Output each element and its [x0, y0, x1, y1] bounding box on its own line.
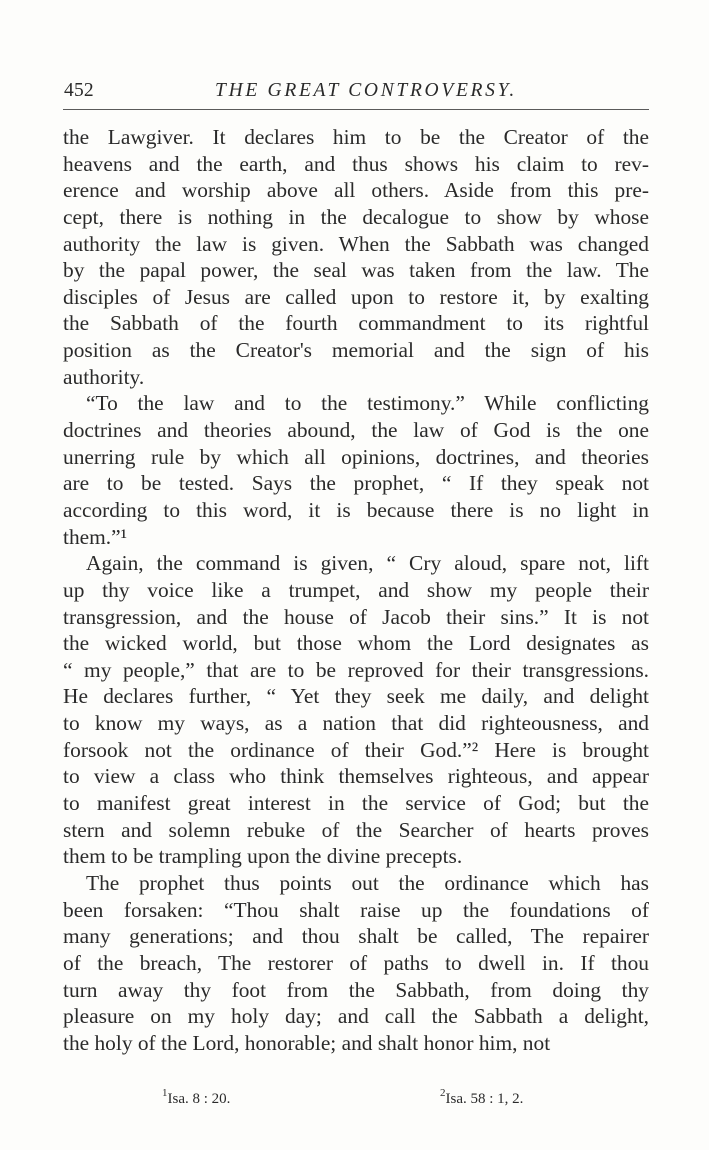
text-line: them.”¹: [63, 524, 128, 549]
paragraph: [63, 870, 649, 1056]
text-line: disciples of Jesus are called upon to restore it, by exalting: [63, 284, 649, 309]
footnotes: [0, 1087, 709, 1111]
text-line: position as the Creator's memorial and the sign of his: [63, 338, 649, 363]
footnote-marker-1: 1: [162, 1087, 168, 1099]
text-line: authority the law is given. When the Sabbath was changed: [63, 231, 649, 256]
text-line: cept, there is nothing in the decalogue to show by whose: [63, 204, 649, 229]
text-line: the wicked world, but those whom the Lord designates as: [63, 631, 649, 656]
text-line: transgression, and the house of Jacob their sins.” It is not: [63, 604, 649, 629]
paragraph: [63, 124, 649, 390]
header-rule: [63, 109, 649, 110]
text-line: turn away thy foot from the Sabbath, from doing thy: [63, 977, 649, 1002]
text-line: He declares further, “ Yet they seek me daily, and delight: [63, 684, 649, 709]
text-line: doctrines and theories abound, the law of God is the one: [63, 418, 649, 443]
text-line: authority.: [63, 364, 145, 389]
text-line: to manifest great interest in the service of God; but the: [63, 791, 649, 816]
text-line: by the papal power, the seal was taken from the law. The: [63, 258, 649, 283]
text-line: heavens and the earth, and thus shows his claim to rev-: [63, 151, 649, 176]
text-line: up thy voice like a trumpet, and show my people their: [63, 577, 649, 602]
text-line: “To the law and to the testimony.” While conflicting: [86, 391, 649, 416]
footnote-2: [440, 1087, 523, 1111]
text-line: The prophet thus points out the ordinance which has: [86, 870, 649, 895]
paragraph: [63, 390, 649, 550]
text-line: pleasure on my holy day; and call the Sabbath a delight,: [63, 1004, 649, 1029]
book-page: [63, 76, 649, 1055]
text-line: to know my ways, as a nation that did righteousness, and: [63, 711, 649, 736]
body-text: [63, 124, 649, 1056]
footnote-marker-2: 2: [440, 1087, 446, 1099]
footnote-1: [162, 1087, 230, 1111]
text-line: erence and worship above all others. Aside from this pre-: [63, 178, 649, 203]
text-line: the holy of the Lord, honorable; and shalt honor him, not: [63, 1030, 551, 1055]
text-line: Again, the command is given, “ Cry aloud, spare not, lift: [86, 551, 649, 576]
text-line: the Sabbath of the fourth commandment to its rightful: [63, 311, 649, 336]
page-number: 452: [64, 80, 94, 101]
footnote-1-text: Isa. 8 : 20.: [167, 1091, 231, 1107]
paragraph: [63, 550, 649, 870]
text-line: been forsaken: “Thou shalt raise up the foundations of: [63, 897, 649, 922]
text-line: stern and solemn rebuke of the Searcher of hearts proves: [63, 817, 649, 842]
running-title: THE GREAT CONTROVERSY.: [215, 80, 517, 101]
running-head: [63, 76, 649, 106]
text-line: the Lawgiver. It declares him to be the Creator of the: [63, 125, 649, 149]
text-line: of the breach, The restorer of paths to dwell in. If thou: [63, 950, 649, 975]
text-line: unerring rule by which all opinions, doctrines, and theories: [63, 444, 649, 469]
text-line: “ my people,” that are to be reproved for their transgressions.: [63, 657, 649, 682]
footnote-2-text: Isa. 58 : 1, 2.: [445, 1091, 524, 1107]
text-line: are to be tested. Says the prophet, “ If they speak not: [63, 471, 649, 496]
text-line: according to this word, it is because there is no light in: [63, 497, 649, 522]
text-line: forsook not the ordinance of their God.”² Here is brought: [63, 737, 649, 762]
text-line: to view a class who think themselves righteous, and appear: [63, 764, 649, 789]
text-line: them to be trampling upon the divine precepts.: [63, 844, 463, 869]
text-line: many generations; and thou shalt be called, The repairer: [63, 924, 649, 949]
